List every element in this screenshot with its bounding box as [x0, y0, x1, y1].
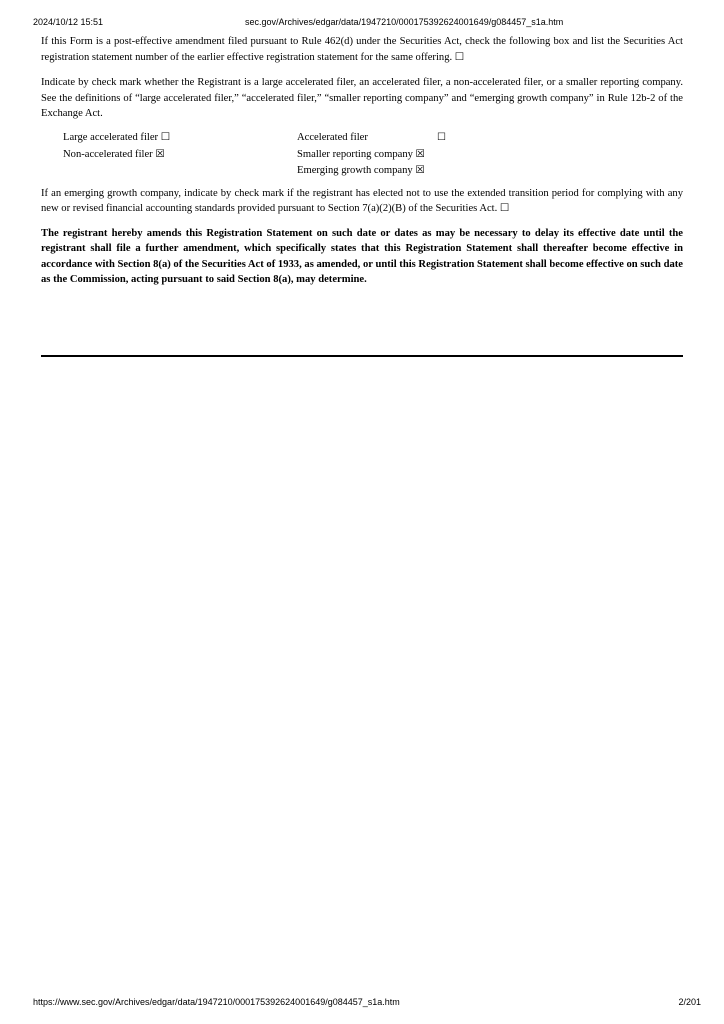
- large-accelerated-filer-checkbox: Large accelerated filer ☐: [63, 131, 171, 143]
- print-footer-url: https://www.sec.gov/Archives/edgar/data/1947210/000175392624001649/g084457_s1a.htm: [33, 997, 400, 1007]
- filer-status-paragraph: Indicate by check mark whether the Registrant is a large accelerated filer, an accelerated filer, a non-accelerated filer, or a smaller reporting company. See the definitions of “large accelerated filer,” “accelerated filer,” “smaller reporting company” and “emerging growth company” in Rule 12b-2 of the Exchange Act.: [41, 77, 683, 119]
- section-divider: [41, 355, 683, 357]
- print-header-url: sec.gov/Archives/edgar/data/1947210/000175392624001649/g084457_s1a.htm: [245, 17, 564, 27]
- accelerated-filer-checkbox: ☐: [437, 131, 446, 143]
- emerging-growth-paragraph: If an emerging growth company, indicate by check mark if the registrant has elected not to use the extended transition period for complying with any new or revised financial accounting standards provided pursuant to Section 7(a)(2)(B) of the Securities Act. ☐: [41, 187, 683, 214]
- rule-462d-paragraph: If this Form is a post-effective amendment filed pursuant to Rule 462(d) under the Securities Act, check the following box and list the Securities Act registration statement number of the earlier effective registration statement for the same offering. ☐: [41, 36, 683, 63]
- document-body: [41, 34, 683, 288]
- smaller-reporting-company-checkbox: Smaller reporting company ☒: [297, 148, 426, 160]
- delaying-amendment-paragraph: The registrant hereby amends this Registration Statement on such date or dates as may be necessary to delay its effective date until the registrant shall file a further amendment, which specifically states that this Registration Statement shall thereafter become effective in accordance with Section 8(a) of the Securities Act of 1933, as amended, or until this Registration Statement shall become effective on such date as the Commission, acting pursuant to said Section 8(a), may determine.: [41, 227, 683, 285]
- non-accelerated-filer-checkbox: Non-accelerated filer ☒: [63, 148, 165, 160]
- emerging-growth-company-checkbox: Emerging growth company ☒: [297, 164, 425, 176]
- print-datetime: 2024/10/12 15:51: [33, 17, 104, 27]
- page-number: 2/201: [678, 997, 701, 1007]
- filer-checkbox-grid: [41, 130, 683, 180]
- accelerated-filer-label: Accelerated filer: [297, 131, 368, 143]
